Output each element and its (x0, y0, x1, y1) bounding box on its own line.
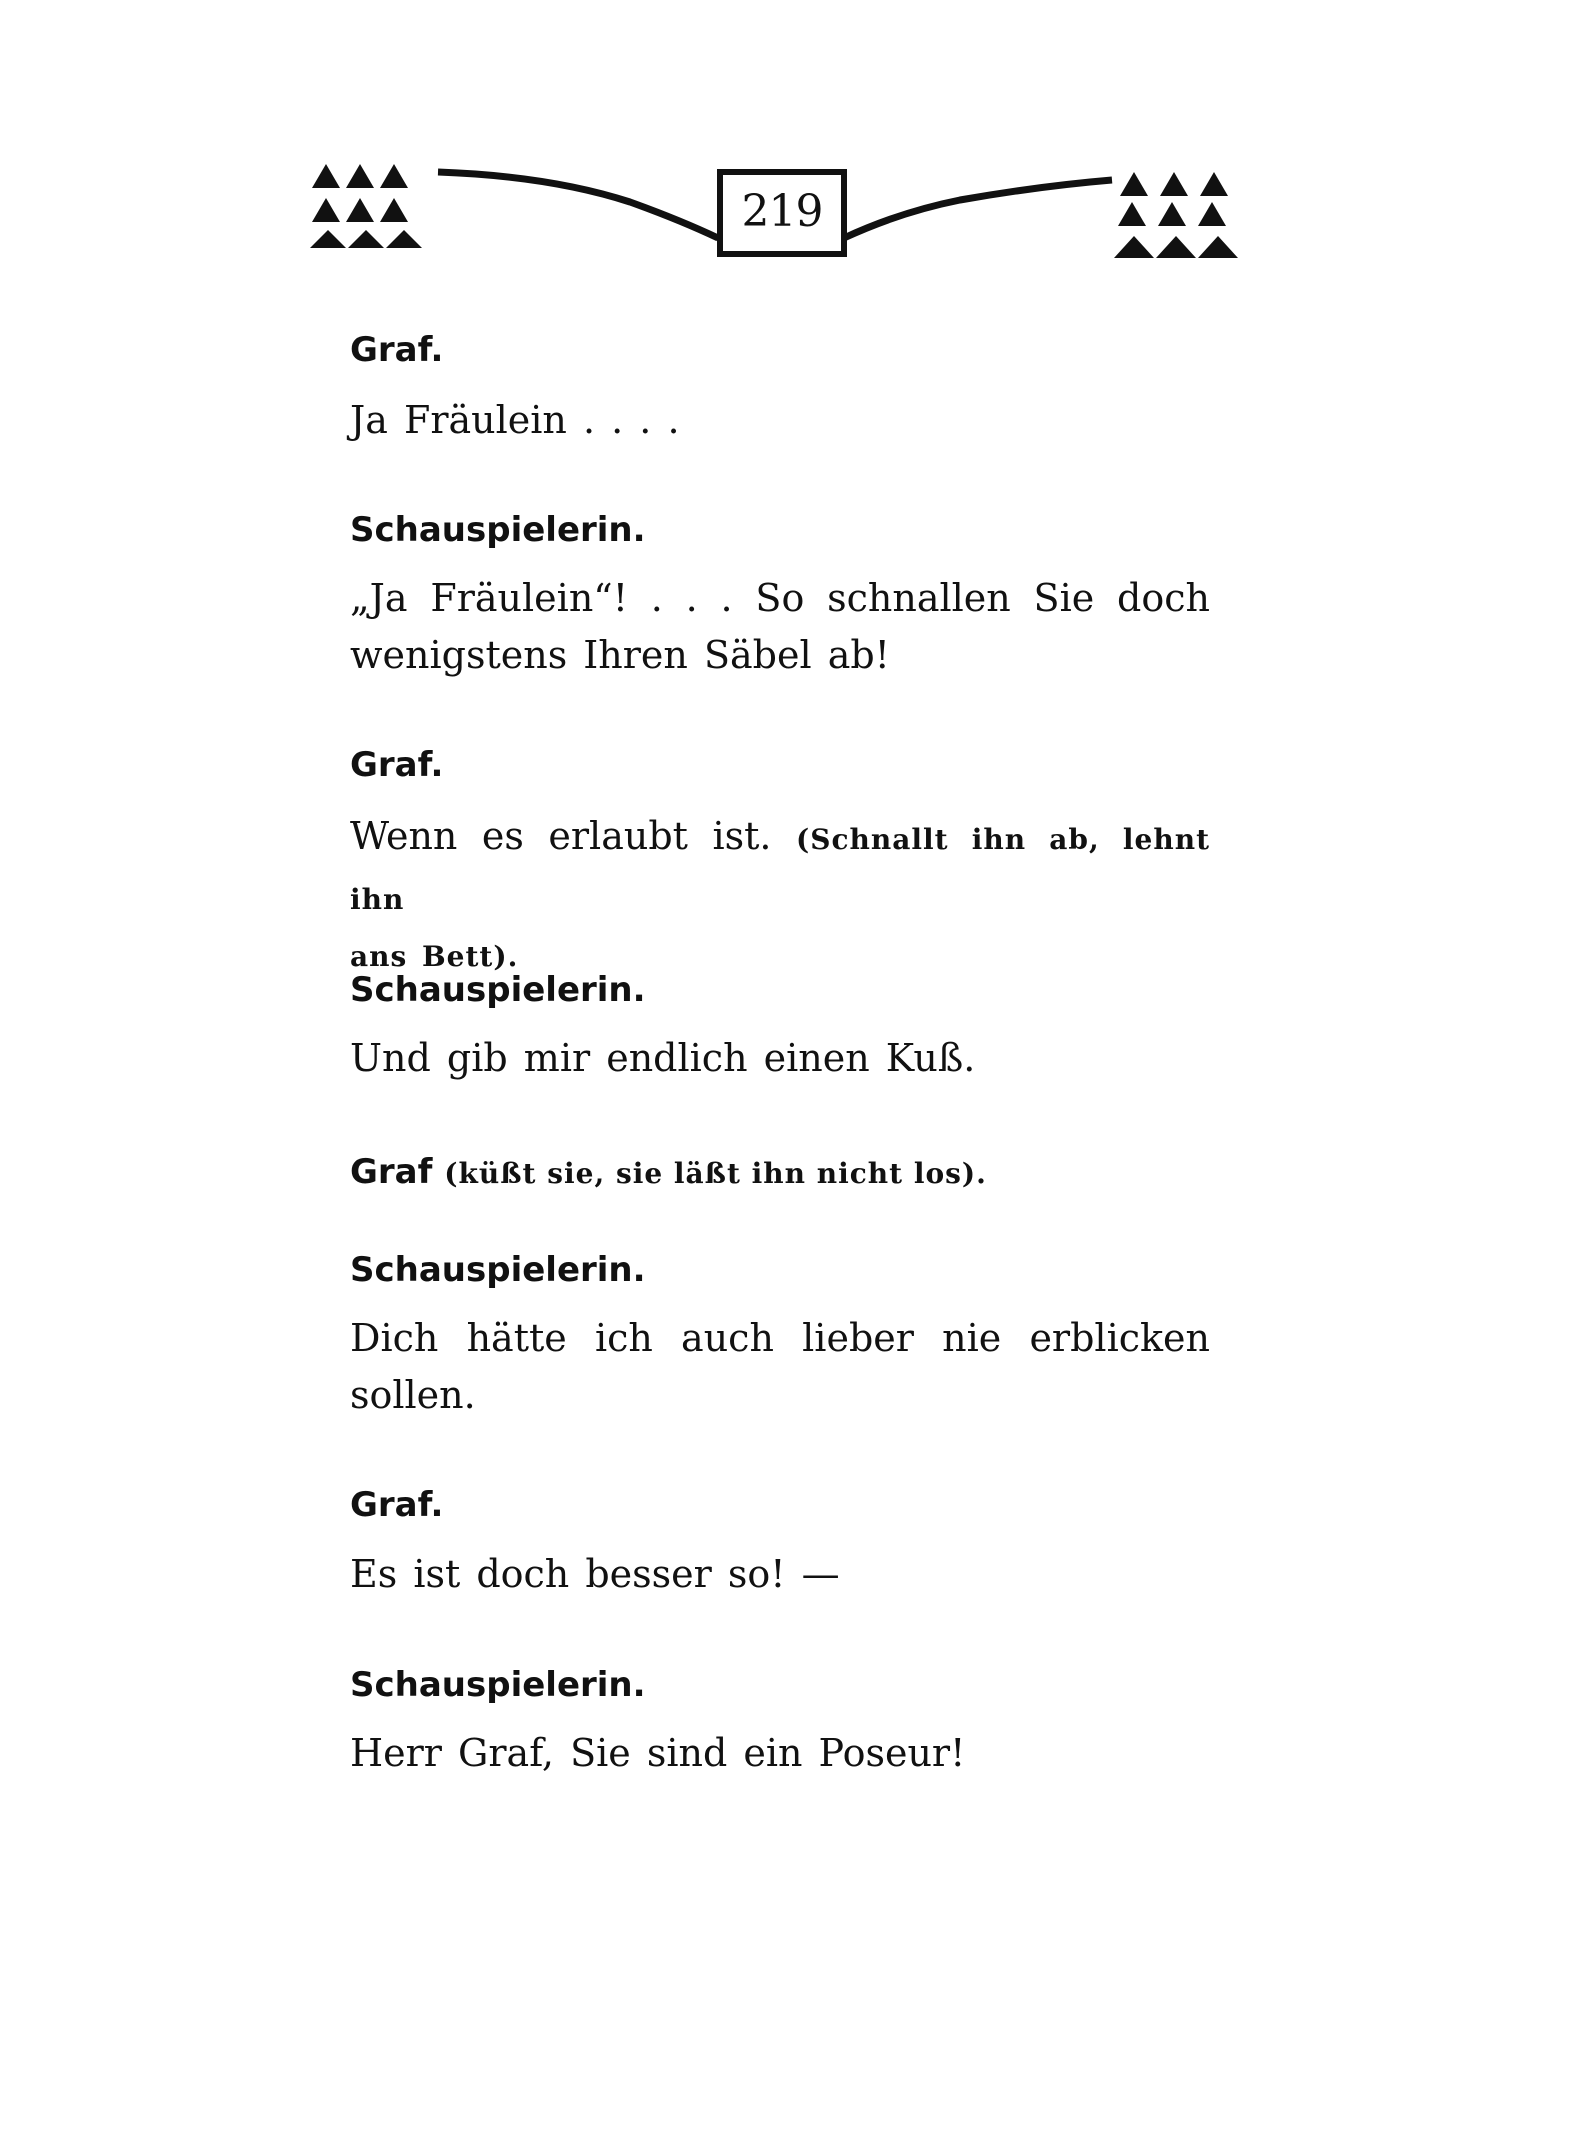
speech-text (350, 808, 1210, 985)
speech-line: Ja Fräulein . . . . (350, 398, 680, 442)
speaker-name: Schauspielerin. (350, 1250, 646, 1290)
speaker-name: Graf. (350, 330, 444, 370)
speaker-line (350, 1152, 987, 1192)
speech-line: Und gib mir endlich einen Kuß. (350, 1036, 976, 1080)
speech-line: Dich hätte ich auch lieber nie erblicken (350, 1316, 1210, 1360)
speech-text (350, 1725, 1210, 1782)
speaker-name: Schauspielerin. (350, 1665, 646, 1705)
speech-line: wenigstens Ihren Säbel ab! (350, 633, 890, 677)
speech-line (350, 808, 1210, 928)
speech-line: Herr Graf, Sie sind ein Poseur! (350, 1731, 966, 1775)
stage-direction: (Schnallt ihn ab, lehnt ihn (350, 823, 1211, 916)
speech-line: „Ja Fräulein“! . . . So schnallen Sie doch (350, 576, 1210, 620)
speaker-name: Graf. (350, 745, 444, 785)
speech-text (350, 1546, 1210, 1603)
speech-text (350, 1310, 1210, 1424)
speech-line: sollen. (350, 1373, 476, 1417)
speaker-name: Graf. (350, 1485, 444, 1525)
spoken-text: Wenn es erlaubt ist. (350, 814, 772, 858)
speaker-name: Schauspielerin. (350, 970, 646, 1010)
speaker-name: Graf (350, 1152, 433, 1192)
speech-text (350, 392, 1210, 449)
speech-line: Es ist doch besser so! — (350, 1552, 840, 1596)
speech-text (350, 1030, 1210, 1087)
page-number: 219 (741, 185, 823, 237)
stage-direction: (küßt sie, sie läßt ihn nicht los). (444, 1157, 987, 1190)
speaker-name: Schauspielerin. (350, 510, 646, 550)
stage-direction: ans Bett). (350, 940, 519, 973)
speech-text (350, 570, 1210, 684)
